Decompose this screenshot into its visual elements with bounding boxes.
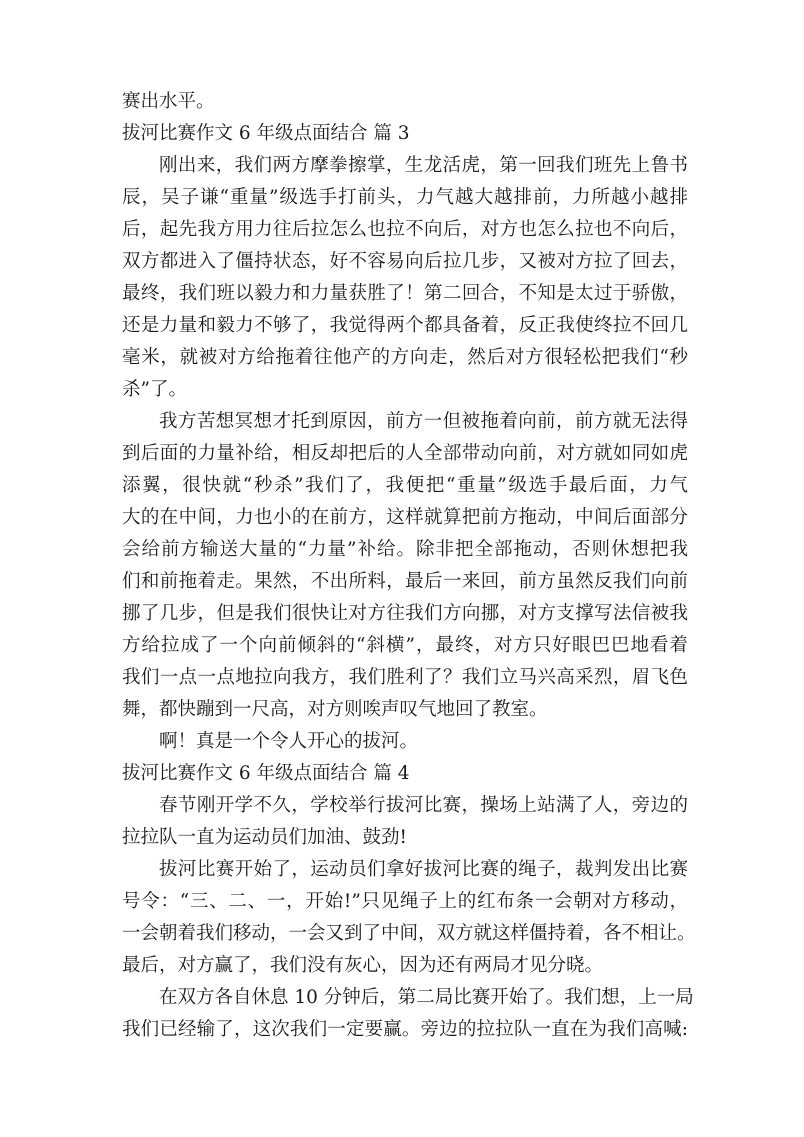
- text-line: 们和前拖着走。果然，不出所料，最后一来回，前方虽然反我们向前: [122, 571, 688, 592]
- text-line: 添翼，很快就“秒杀”我们了，我便把“重量”级选手最后面，力气: [122, 475, 688, 496]
- text-line: 后，起先我方用力往后拉怎么也拉不向后，对方也怎么拉也不向后，: [122, 219, 688, 240]
- text-line: 我方苦想冥想才托到原因，前方一但被拖着向前，前方就无法得: [159, 411, 688, 432]
- text-line: 号令：“三、二、一，开始!”只见绳子上的红布条一会朝对方移动，: [122, 891, 688, 912]
- text-line: 毫米，就被对方给拖着往他产的方向走，然后对方很轻松把我们“秒: [122, 347, 688, 368]
- text-line: 我们一点一点地拉向我方，我们胜利了？我们立马兴高采烈，眉飞色: [122, 667, 688, 688]
- text-line: 舞，都快蹦到一尺高，对方则唉声叹气地回了教室。: [122, 699, 548, 720]
- text-line: 在双方各自休息 10 分钟后，第二局比赛开始了。我们想，上一局: [159, 987, 694, 1008]
- text-line: 啊！真是一个令人开心的拔河。: [159, 731, 419, 752]
- text-line: 一会朝着我们移动，一会又到了中间，双方就这样僵持着，各不相让。: [122, 923, 696, 944]
- section-heading: 拔河比赛作文 6 年级点面结合 篇 3: [122, 123, 410, 144]
- text-line: 杀”了。: [122, 379, 187, 400]
- document-page: [122, 86, 696, 1046]
- text-line: 大的在中间，力也小的在前方，这样就算把前方拖动，中间后面部分: [122, 507, 688, 528]
- text-line: 春节刚开学不久，学校举行拔河比赛，操场上站满了人，旁边的: [159, 795, 688, 816]
- text-line: 挪了几步，但是我们很快让对方往我们方向挪，对方支撑写法信被我: [122, 603, 688, 624]
- text-line: 最终，我们班以毅力和力量获胜了！第二回合，不知是太过于骄傲，: [122, 283, 688, 304]
- section-heading: 拔河比赛作文 6 年级点面结合 篇 4: [122, 763, 410, 784]
- text-line: 辰，吴子谦“重量”级选手打前头，力气越大越排前，力所越小越排: [122, 187, 688, 208]
- text-line: 拔河比赛开始了，运动员们拿好拔河比赛的绳子，裁判发出比赛: [159, 859, 688, 880]
- text-line: 双方都进入了僵持状态，好不容易向后拉几步，又被对方拉了回去，: [122, 251, 688, 272]
- text-line: 方给拉成了一个向前倾斜的“斜横”，最终，对方只好眼巴巴地看着: [122, 635, 688, 656]
- text-line: 拉拉队一直为运动员们加油、鼓劲!: [122, 827, 407, 848]
- text-line: 会给前方输送大量的“力量”补给。除非把全部拖动，否则休想把我: [122, 539, 688, 560]
- text-line: 刚出来，我们两方摩拳擦掌，生龙活虎，第一回我们班先上鲁书: [159, 155, 688, 176]
- text-line: 到后面的力量补给，相反却把后的人全部带动向前，对方就如同如虎: [122, 443, 688, 464]
- text-line: 还是力量和毅力不够了，我觉得两个都具备着，反正我使终拉不回几: [122, 315, 688, 336]
- text-line: 赛出水平。: [122, 91, 215, 112]
- text-line: 我们已经输了，这次我们一定要赢。旁边的拉拉队一直在为我们高喊:: [122, 1019, 688, 1040]
- text-line: 最后，对方赢了，我们没有灰心，因为还有两局才见分晓。: [122, 955, 604, 976]
